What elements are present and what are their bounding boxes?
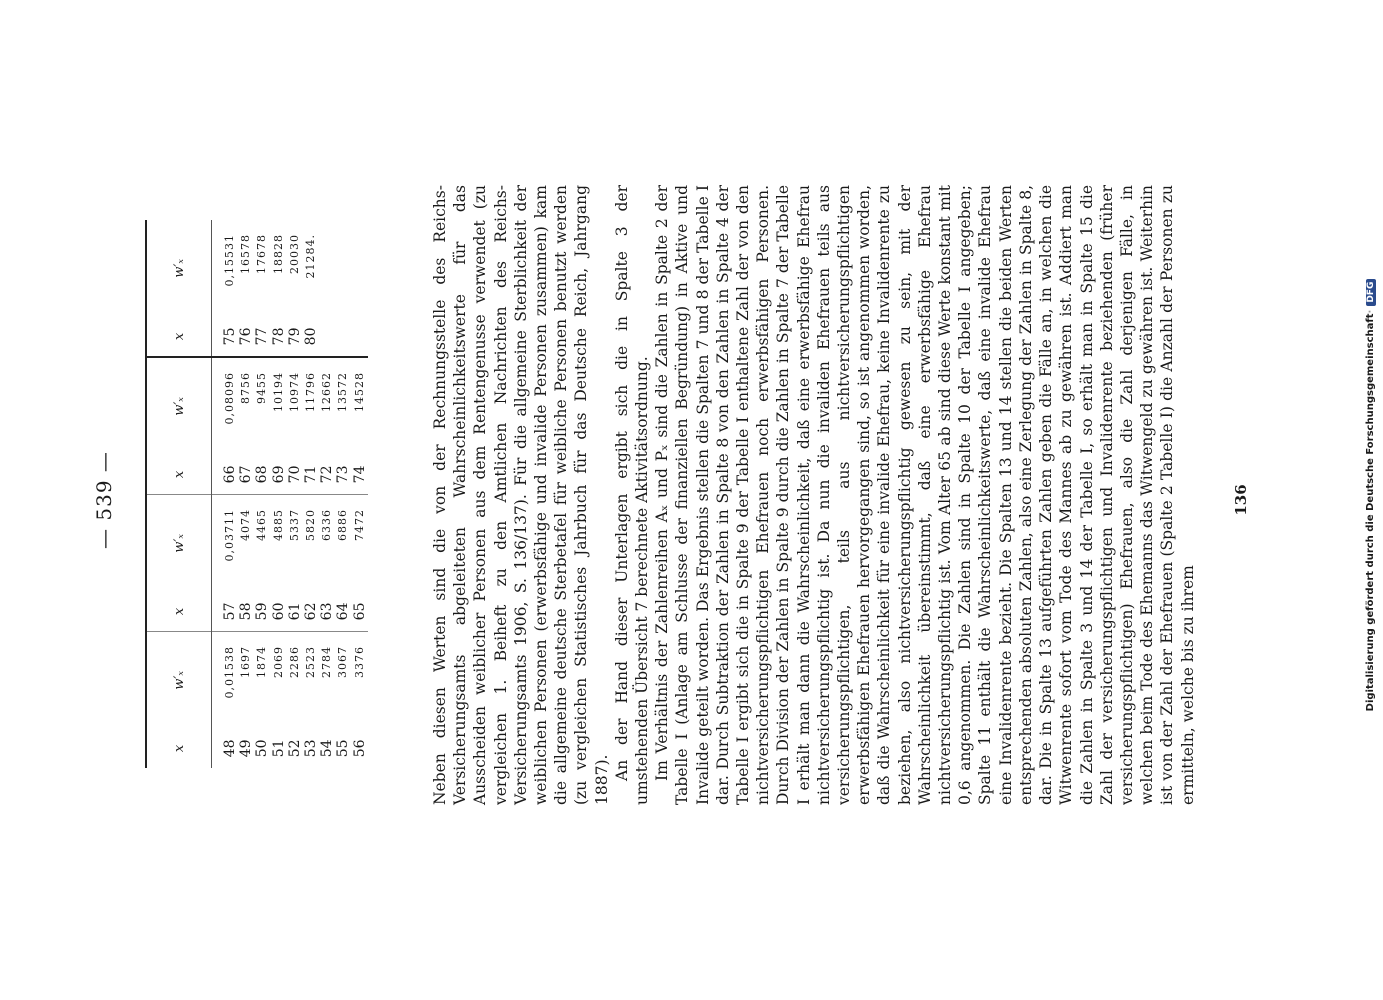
column-header: w′ₓ bbox=[146, 220, 212, 317]
age-cell: 78 bbox=[270, 327, 287, 346]
age-cell: 57 bbox=[222, 602, 239, 621]
probability-cell: 5337 bbox=[287, 495, 303, 592]
probability-cell: 2069 bbox=[271, 632, 287, 729]
age-cell: 54 bbox=[319, 739, 336, 758]
table-header-row bbox=[146, 220, 212, 768]
probability-cell: 17678 bbox=[255, 234, 269, 274]
table-row bbox=[352, 220, 368, 768]
table-row bbox=[212, 220, 239, 768]
probability-cell: 5820 bbox=[303, 495, 319, 592]
column-header: w′ₓ bbox=[146, 357, 212, 455]
probability-cell: 3376 bbox=[352, 632, 368, 729]
probability-cell: 4885 bbox=[271, 495, 287, 592]
probability-cell bbox=[352, 220, 368, 317]
age-cell: 62 bbox=[303, 602, 320, 621]
table-row bbox=[335, 220, 351, 768]
age-cell: 68 bbox=[254, 465, 271, 484]
age-cell: 75 bbox=[222, 327, 239, 346]
column-header: x bbox=[146, 729, 212, 768]
age-cell: 71 bbox=[303, 465, 320, 484]
age-cell: 50 bbox=[254, 739, 271, 758]
probability-cell: 1697 bbox=[238, 632, 254, 729]
age-cell: 59 bbox=[254, 602, 271, 621]
age-cell: 67 bbox=[238, 465, 255, 484]
age-cell: 79 bbox=[286, 327, 303, 346]
digitization-credit: Digitalisierung gefördert durch die Deutsche Forschungsgemeinschaft·DFG bbox=[1365, 30, 1376, 960]
probability-cell: 2286 bbox=[287, 632, 303, 729]
age-cell: 74 bbox=[351, 465, 368, 484]
probability-cell: 2523 bbox=[303, 632, 319, 729]
probability-cell: 4465 bbox=[254, 495, 270, 592]
age-cell: 56 bbox=[351, 739, 368, 758]
table-row bbox=[238, 220, 254, 768]
probability-cell: 0,08096 bbox=[212, 357, 239, 455]
probability-cell: 7472 bbox=[352, 495, 368, 592]
age-cell: 80 bbox=[303, 327, 320, 346]
age-cell: 76 bbox=[238, 327, 255, 346]
column-header: w′ₓ bbox=[146, 632, 212, 729]
table-row bbox=[254, 220, 270, 768]
probability-cell: 6886 bbox=[335, 495, 351, 592]
footer-page-number: 136 bbox=[1232, 484, 1250, 516]
table-row bbox=[319, 220, 335, 768]
probability-cell: 0,15531 bbox=[223, 234, 237, 287]
probability-cell: 1874 bbox=[254, 632, 270, 729]
dfg-logo-badge: DFG bbox=[1366, 279, 1376, 306]
age-cell: 64 bbox=[335, 602, 352, 621]
credit-text: Digitalisierung gefördert durch die Deutsche Forschungsgemeinschaft bbox=[1365, 313, 1376, 712]
paragraph: Neben diesen Werten sind die von der Rechnungsstelle des Reichs-Versicherungsamts abgeleiteten Wahrscheinlichkeitswerte für das Ausscheiden weiblicher Personen aus dem Rentengenusse verwendet (zu vergleichen 1. Beiheft zu den Amtlichen Nachrichten des Reichs-Versicherungsamts 1906, S. 136/137). Für die allgemeine Sterblichkeit der weiblichen Personen (erwerbsfähige und invalide Personen zusammen) kam die allgemeine deutsche Sterbetafel für weibliche Personen benutzt werden (zu vergleichen Statistisches Jahrbuch für das Deutsche Reich, Jahrgang 1887). bbox=[431, 185, 611, 805]
probability-cell: 20030 bbox=[287, 234, 301, 274]
probability-cell: 6336 bbox=[319, 495, 335, 592]
probability-cell: 8756 bbox=[238, 357, 254, 455]
probability-cell bbox=[319, 220, 335, 317]
age-cell: 72 bbox=[319, 465, 336, 484]
page-number: — 539 — bbox=[92, 451, 116, 549]
age-cell: 66 bbox=[222, 465, 239, 484]
table-row bbox=[287, 220, 303, 768]
probability-cell: 2784 bbox=[319, 632, 335, 729]
probability-cell: 0,01538 bbox=[212, 632, 239, 729]
age-cell: 51 bbox=[270, 739, 287, 758]
age-cell: 65 bbox=[351, 602, 368, 621]
age-cell bbox=[335, 317, 351, 357]
age-cell: 60 bbox=[270, 602, 287, 621]
probability-cell: 21284. bbox=[304, 234, 318, 279]
age-cell: 58 bbox=[238, 602, 255, 621]
probability-cell: 18828 bbox=[271, 234, 285, 274]
probability-cell: 10194 bbox=[271, 357, 287, 455]
probability-cell: 9455 bbox=[254, 357, 270, 455]
age-cell: 73 bbox=[335, 465, 352, 484]
column-header: x bbox=[146, 592, 212, 632]
probability-cell: 10974 bbox=[287, 357, 303, 455]
age-cell: 63 bbox=[319, 602, 336, 621]
column-header: x bbox=[146, 455, 212, 495]
probability-cell: 12662 bbox=[319, 357, 335, 455]
table-row bbox=[271, 220, 287, 768]
column-header: x bbox=[146, 317, 212, 357]
age-cell: 69 bbox=[270, 465, 287, 484]
probability-cell: 11796 bbox=[303, 357, 319, 455]
column-header: w′ₓ bbox=[146, 495, 212, 592]
age-cell: 48 bbox=[222, 739, 239, 758]
age-cell: 49 bbox=[238, 739, 255, 758]
probability-cell: 16578 bbox=[239, 234, 253, 274]
probability-cell bbox=[335, 220, 351, 317]
probability-cell: 14528 bbox=[352, 357, 368, 455]
age-cell: 53 bbox=[303, 739, 320, 758]
probability-cell: 3067 bbox=[335, 632, 351, 729]
age-cell bbox=[352, 317, 368, 357]
paragraph: An der Hand dieser Unterlagen ergibt sich die in Spalte 3 der umstehenden Übersicht 7 berechnete Aktivitätsordnung. bbox=[612, 185, 652, 805]
age-cell: 77 bbox=[254, 327, 271, 346]
probability-table bbox=[145, 220, 368, 768]
age-cell: 70 bbox=[286, 465, 303, 484]
probability-cell: 0,03711 bbox=[212, 495, 239, 592]
probability-cell: 4074 bbox=[238, 495, 254, 592]
age-cell bbox=[319, 317, 335, 357]
probability-cell: 13572 bbox=[335, 357, 351, 455]
age-cell: 52 bbox=[286, 739, 303, 758]
age-cell: 61 bbox=[286, 602, 303, 621]
table-row bbox=[303, 220, 319, 768]
paragraph: Im Verhältnis der Zahlenreihen Aₓ und Pₓ sind die Zahlen in Spalte 2 der Tabelle I (Anlage am Schlusse der finanziellen Begründung) in Aktive und Invalide geteilt worden. Das Ergebnis stellen die Spalten 7 und 8 der Tabelle I dar. Durch Subtraktion der Zahlen in Spalte 8 von den Zahlen in Spalte 4 der Tabelle I ergibt sich die in Spalte 9 der Tabelle I enthaltene Zahl der von den nichtversicherungspflichtigen Ehefrauen noch erwerbsfähigen Personen. Durch Division der Zahlen in Spalte 9 durch die Zahlen in Spalte 7 der Tabelle I erhält man dann die Wahrscheinlichkeit, daß eine erwerbsfähige Ehefrau nichtversicherungspflichtig ist. Da nun die invaliden Ehefrauen teils aus versicherungspflichtigen, teils aus nichtversicherungspflichtigen erwerbsfähigen Ehefrauen hervorgegangen sind, so ist angenommen worden, daß die Wahrscheinlichkeit für eine invalide Ehefrau, keine Invalidenrente zu beziehen, also nichtversicherungspflichtig gewesen zu sein, mit der Wahrscheinlichkeit übereinstimmt, daß eine erwerbsfähige Ehefrau nichtversicherungspflichtig ist. Vom Alter 65 ab sind diese Werte konstant mit 0,6 angenommen. Die Zahlen sind in Spalte 10 der Tabelle I angegeben; Spalte 11 enthält die Wahrscheinlichkeitswerte, daß eine invalide Ehefrau eine Invalidenrente bezieht. Die Spalten 13 und 14 stellen die beiden Werten entsprechenden absoluten Zahlen, also eine Zerlegung der Zahlen in Spalte 8, dar. Die in Spalte 13 aufgeführten Zahlen geben die Fälle an, in welchen die Witwenrente sofort vom Tode des Mannes ab zu gewähren ist. Addiert man die Zahlen in Spalte 3 und 14 der Tabelle I, so erhält man in Spalte 15 die Zahl der versicherungspflichtigen und Invalidenrente beziehenden (früher versicherungspflichtigen) Ehefrauen, also die Zahl derjenigen Fälle, in welchen beim Tode des Ehemanns das Witwengeld zu gewähren ist. Weiterhin ist von der Zahl der Ehefrauen (Spalte 2 Tabelle I) die Anzahl der Personen zu ermitteln, welche bis zu ihrem bbox=[653, 185, 1197, 805]
body-text bbox=[430, 185, 1198, 805]
age-cell: 55 bbox=[335, 739, 352, 758]
